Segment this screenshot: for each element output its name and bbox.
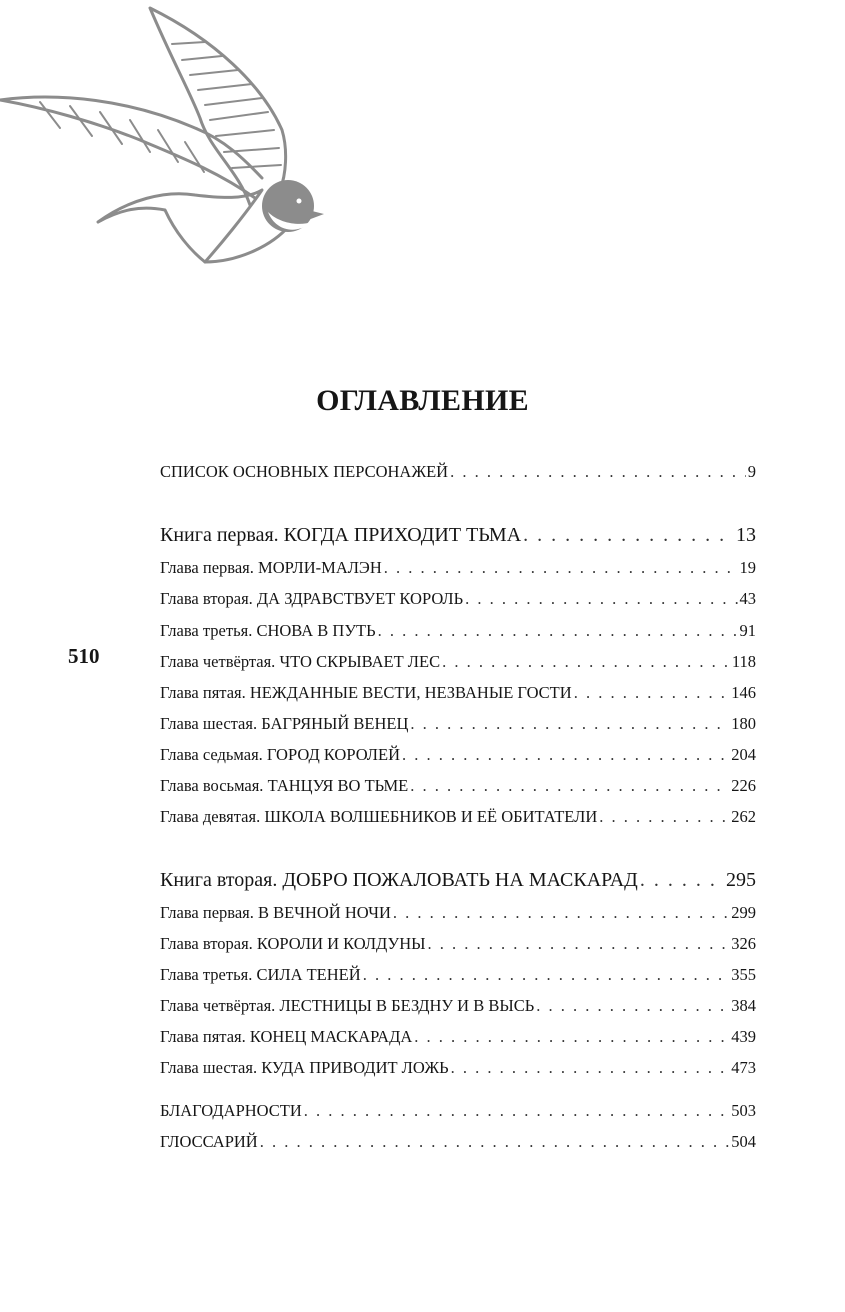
entry-page: 262 xyxy=(731,807,756,826)
entry-title: ДА ЗДРАВСТВУЕТ КОРОЛЬ xyxy=(256,589,464,608)
entry-page: 439 xyxy=(731,1027,756,1046)
entry-page: 43 xyxy=(739,589,756,608)
dot-leader xyxy=(402,745,729,765)
entry-page: 118 xyxy=(731,652,756,671)
toc-entry-chapter[interactable] xyxy=(160,807,756,827)
dot-leader xyxy=(574,683,730,703)
entry-page: 503 xyxy=(731,1101,756,1120)
entry-prefix: Глава пятая. xyxy=(160,1027,246,1046)
entry-title: ДОБРО ПОЖАЛОВАТЬ НА МАСКАРАД xyxy=(282,869,638,891)
dot-leader xyxy=(640,869,724,891)
entry-prefix: Глава седьмая. xyxy=(160,745,263,764)
dot-leader xyxy=(384,558,738,578)
dot-leader xyxy=(410,714,729,734)
entry-title: ГЛОССАРИЙ xyxy=(160,1132,258,1151)
entry-page: 19 xyxy=(739,558,756,577)
entry-page: 146 xyxy=(731,683,756,702)
toc-entry-characters[interactable] xyxy=(160,462,756,482)
dot-leader xyxy=(260,1132,730,1152)
entry-prefix: Глава шестая. xyxy=(160,1058,258,1077)
toc-entry-chapter[interactable] xyxy=(160,589,756,609)
entry-prefix: Глава первая. xyxy=(160,558,254,577)
entry-page: 384 xyxy=(731,996,756,1015)
entry-title: КОРОЛИ И КОЛДУНЫ xyxy=(256,934,426,953)
dot-leader xyxy=(536,996,729,1016)
dot-leader xyxy=(378,621,738,641)
entry-prefix: Глава третья. xyxy=(160,621,253,640)
entry-title: СИЛА ТЕНЕЙ xyxy=(256,965,361,984)
entry-page: 473 xyxy=(731,1058,756,1077)
entry-title: ГОРОД КОРОЛЕЙ xyxy=(266,745,400,764)
entry-prefix: Книга вторая. xyxy=(160,869,278,891)
entry-page: 299 xyxy=(731,903,756,922)
entry-page: 504 xyxy=(731,1132,756,1151)
dot-leader xyxy=(428,934,730,954)
entry-prefix: Книга первая. xyxy=(160,524,279,546)
entry-title: ШКОЛА ВОЛШЕБНИКОВ И ЕЁ ОБИТАТЕЛИ xyxy=(264,807,598,826)
dot-leader xyxy=(304,1101,729,1121)
entry-title: СПИСОК ОСНОВНЫХ ПЕРСОНАЖЕЙ xyxy=(160,462,449,481)
toc-entry-chapter[interactable] xyxy=(160,1027,756,1047)
entry-title: НЕЖДАННЫЕ ВЕСТИ, НЕЗВАНЫЕ ГОСТИ xyxy=(249,683,572,702)
toc-entry-acknowledgements[interactable] xyxy=(160,1101,756,1121)
entry-page: 295 xyxy=(726,869,756,891)
entry-prefix: Глава девятая. xyxy=(160,807,261,826)
dot-leader xyxy=(363,965,730,985)
toc-entry-chapter[interactable] xyxy=(160,776,756,796)
dot-leader xyxy=(393,903,729,923)
toc-entry-chapter[interactable] xyxy=(160,558,756,578)
entry-page: 91 xyxy=(739,621,756,640)
toc-entry-chapter[interactable] xyxy=(160,934,756,954)
dot-leader xyxy=(414,1027,729,1047)
toc-entry-book-one[interactable] xyxy=(160,524,756,546)
entry-page: 226 xyxy=(731,776,756,795)
entry-title: КУДА ПРИВОДИТ ЛОЖЬ xyxy=(261,1058,449,1077)
dot-leader xyxy=(451,1058,730,1078)
dot-leader xyxy=(599,807,729,827)
toc-entry-chapter[interactable] xyxy=(160,903,756,923)
entry-page: 355 xyxy=(731,965,756,984)
entry-prefix: Глава первая. xyxy=(160,903,254,922)
entry-prefix: Глава шестая. xyxy=(160,714,258,733)
entry-prefix: Глава четвёртая. xyxy=(160,996,276,1015)
entry-page: 326 xyxy=(731,934,756,953)
entry-page: 180 xyxy=(731,714,756,733)
entry-title: БЛАГОДАРНОСТИ xyxy=(160,1101,302,1120)
toc-entry-glossary[interactable] xyxy=(160,1132,756,1152)
toc-entry-chapter[interactable] xyxy=(160,714,756,734)
entry-prefix: Глава третья. xyxy=(160,965,253,984)
toc-title: ОГЛАВЛЕНИЕ xyxy=(316,384,529,417)
dot-leader xyxy=(410,776,729,796)
entry-title: В ВЕЧНОЙ НОЧИ xyxy=(258,903,391,922)
toc-entry-chapter[interactable] xyxy=(160,652,756,672)
entry-title: КОНЕЦ МАСКАРАДА xyxy=(249,1027,413,1046)
entry-title: МОРЛИ-МАЛЭН xyxy=(258,558,382,577)
entry-title: КОГДА ПРИХОДИТ ТЬМА xyxy=(283,524,522,546)
toc-entry-chapter[interactable] xyxy=(160,745,756,765)
entry-prefix: Глава вторая. xyxy=(160,589,253,608)
entry-page: 13 xyxy=(736,524,756,546)
entry-page: 9 xyxy=(747,462,756,481)
toc-entry-chapter[interactable] xyxy=(160,996,756,1016)
entry-title: ЧТО СКРЫВАЕТ ЛЕС xyxy=(279,652,441,671)
entry-prefix: Глава четвёртая. xyxy=(160,652,276,671)
entry-title: СНОВА В ПУТЬ xyxy=(256,621,376,640)
dot-leader xyxy=(450,462,746,482)
toc-entry-chapter[interactable] xyxy=(160,683,756,703)
toc-entry-chapter[interactable] xyxy=(160,1058,756,1078)
entry-prefix: Глава пятая. xyxy=(160,683,246,702)
dot-leader xyxy=(523,524,734,546)
dot-leader xyxy=(442,652,730,672)
entry-title: ЛЕСТНИЦЫ В БЕЗДНУ И В ВЫСЬ xyxy=(279,996,535,1015)
dot-leader xyxy=(465,589,737,609)
entry-title: ТАНЦУЯ ВО ТЬМЕ xyxy=(267,776,409,795)
entry-page: 204 xyxy=(731,745,756,764)
entry-prefix: Глава восьмая. xyxy=(160,776,264,795)
entry-prefix: Глава вторая. xyxy=(160,934,253,953)
swallow-illustration xyxy=(0,0,330,270)
toc-entry-chapter[interactable] xyxy=(160,621,756,641)
toc-entry-book-two[interactable] xyxy=(160,869,756,891)
entry-title: БАГРЯНЫЙ ВЕНЕЦ xyxy=(261,714,409,733)
toc-entry-chapter[interactable] xyxy=(160,965,756,985)
page-number: 510 xyxy=(68,644,100,668)
